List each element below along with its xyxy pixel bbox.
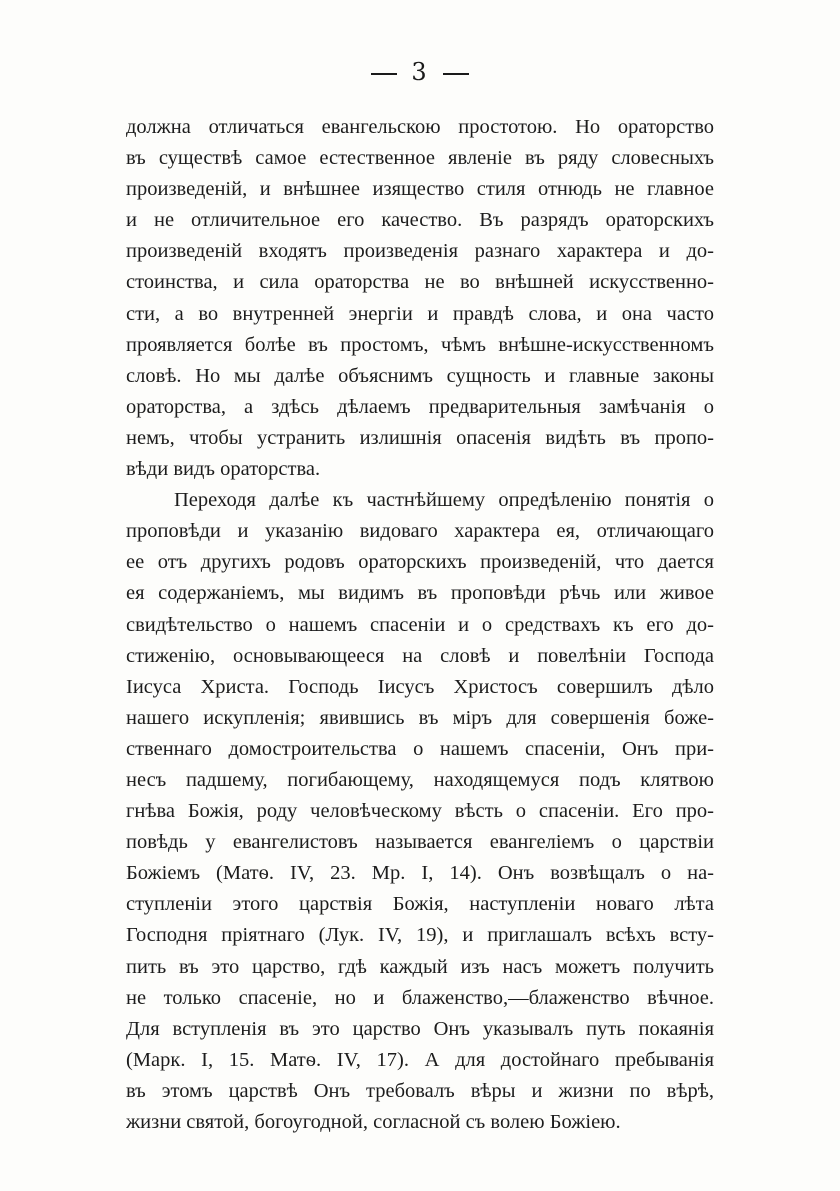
text-line: не только спасеніе, но и блаженство,—блаженство вѣчное.: [126, 986, 714, 1009]
text-line: Божіемъ (Матѳ. IV, 23. Мр. I, 14). Онъ возвѣщалъ о на-: [126, 862, 714, 885]
text-line: Для вступленія въ это царство Онъ указывалъ путь покаянія: [126, 1017, 714, 1040]
text-line: произведеній, и внѣшнее изящество стиля отнюдь не главное: [126, 178, 714, 201]
text-line: свидѣтельство о нашемъ спасеніи и о средствахъ къ его до-: [126, 613, 714, 636]
text-line: ораторства, а здѣсь дѣлаемъ предварительныя замѣчанія о: [126, 395, 714, 418]
text-line: (Марк. I, 15. Матѳ. IV, 17). А для достойнаго пребыванія: [126, 1048, 714, 1071]
text-line: вѣди видъ ораторства.: [126, 458, 321, 481]
text-line: должна отличаться евангельскою простотою. Но ораторство: [126, 116, 714, 138]
paragraph: [126, 112, 714, 485]
text-line: и не отличительное его качество. Въ разрядъ ораторскихъ: [126, 209, 714, 232]
text-line: ственнаго домостроительства о нашемъ спасеніи, Онъ при-: [126, 737, 714, 760]
text-line: ея содержаніемъ, мы видимъ въ проповѣди рѣчь или живое: [126, 582, 714, 605]
text-line: проповѣди и указанію видоваго характера ея, отличающаго: [126, 520, 714, 543]
text-line: Господня пріятнаго (Лук. IV, 19), и приглашалъ всѣхъ всту-: [126, 924, 714, 947]
text-line: стиженію, основывающееся на словѣ и повелѣніи Господа: [126, 644, 714, 667]
text-line: пить въ это царство, гдѣ каждый изъ насъ можетъ получить: [126, 955, 714, 978]
text-line: ступленіи этого царствія Божія, наступленіи новаго лѣта: [126, 893, 714, 916]
body-text: [126, 112, 714, 1138]
text-line: гнѣва Божія, роду человѣческому вѣсть о спасеніи. Его про-: [126, 800, 714, 823]
text-line: Переходя далѣе къ частнѣйшему опредѣленію понятія о: [174, 489, 714, 512]
text-line: нашего искупленія; явившись въ міръ для совершенія боже-: [126, 706, 714, 729]
text-line: ее отъ другихъ родовъ ораторскихъ произведеній, что дается: [126, 551, 714, 574]
text-line: жизни святой, богоугодной, согласной съ волею Божіею.: [126, 1111, 621, 1133]
page-header: [0, 58, 840, 86]
text-line: словѣ. Но мы далѣе объяснимъ сущность и главные законы: [126, 364, 714, 387]
text-line: въ существѣ самое естественное явленіе въ ряду словесныхъ: [126, 147, 714, 170]
text-line: Іисуса Христа. Господь Іисусъ Христосъ совершилъ дѣло: [126, 675, 714, 698]
text-line: несъ падшему, погибающему, находящемуся подъ клятвою: [126, 768, 714, 791]
text-line: проявляется болѣе въ простомъ, чѣмъ внѣшне-искусственномъ: [126, 333, 714, 356]
text-line: стоинства, и сила ораторства не во внѣшней искусственно-: [126, 271, 714, 294]
text-line: произведеній входятъ произведенія разнаго характера и до-: [126, 240, 714, 263]
header-dash-right: [443, 73, 469, 75]
text-line: сти, а во внутренней энергіи и правдѣ слова, и она часто: [126, 302, 714, 325]
header-dash-left: [371, 73, 397, 75]
text-line: немъ, чтобы устранить излишнія опасенія видѣть въ пропо-: [126, 426, 714, 449]
text-line: въ этомъ царствѣ Онъ требовалъ вѣры и жизни по вѣрѣ,: [126, 1079, 714, 1102]
text-line: повѣдь у евангелистовъ называется евангеліемъ о царствіи: [126, 831, 714, 854]
page-number: 3: [411, 58, 429, 86]
paragraph: [126, 485, 714, 1138]
